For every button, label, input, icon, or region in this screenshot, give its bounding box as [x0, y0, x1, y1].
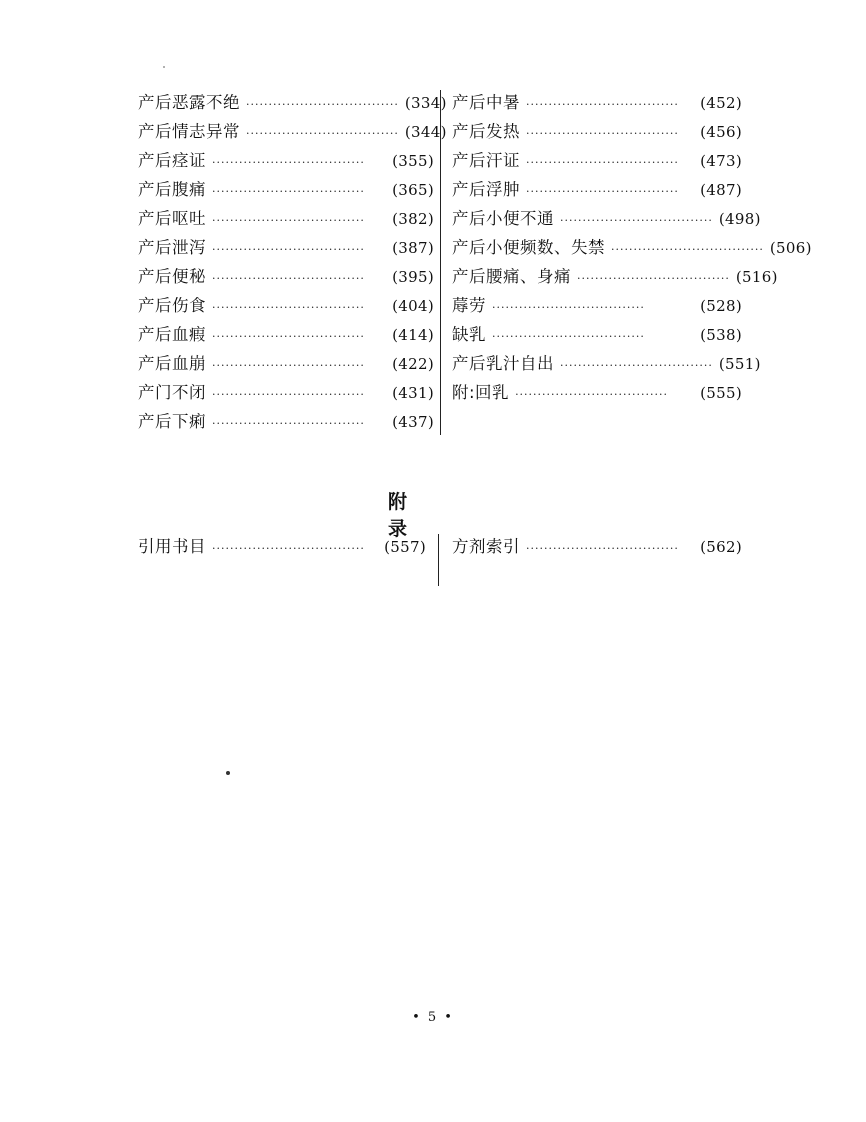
- toc-entry[interactable]: [138, 320, 434, 349]
- entry-title: 产后小便频数、失禁: [452, 238, 605, 257]
- toc-entry[interactable]: [452, 117, 742, 146]
- dot-leader: ··································: [212, 330, 365, 343]
- dot-leader: ··································: [526, 156, 679, 169]
- dot-leader: ··································: [212, 185, 365, 198]
- dot-leader: ··································: [492, 330, 645, 343]
- entry-page: (562): [700, 538, 742, 556]
- entry-page: (528): [700, 297, 742, 315]
- toc-entry[interactable]: [452, 378, 742, 407]
- entry-title: 产后小便不通: [452, 209, 554, 228]
- toc-entry[interactable]: [138, 378, 434, 407]
- entry-title: 产后情志异常: [138, 122, 240, 141]
- entry-title: 产后呕吐: [138, 209, 206, 228]
- entry-title: 产后汗证: [452, 151, 520, 170]
- entry-page: (404): [392, 297, 434, 315]
- entry-title: 产门不闭: [138, 383, 206, 402]
- toc-entry[interactable]: [452, 146, 742, 175]
- dot-leader: ··································: [212, 542, 365, 555]
- dot-leader: ··································: [560, 359, 713, 372]
- entry-page: (437): [392, 413, 434, 431]
- dot-leader: ··································: [246, 127, 399, 140]
- entry-page: (516): [735, 268, 778, 286]
- toc-entry[interactable]: [138, 407, 434, 436]
- appendix-entry-formula-index[interactable]: [452, 532, 742, 561]
- toc-entry[interactable]: [452, 349, 761, 378]
- dot-leader: ··································: [212, 388, 365, 401]
- entry-page: (387): [392, 239, 434, 257]
- toc-right-column: [452, 88, 812, 407]
- toc-left-column: [138, 88, 447, 436]
- entry-title: 产后浮肿: [452, 180, 520, 199]
- dot-leader: ··································: [526, 127, 679, 140]
- toc-entry[interactable]: [452, 88, 742, 117]
- entry-title: 产后痉证: [138, 151, 206, 170]
- entry-title: 产后发热: [452, 122, 520, 141]
- entry-title: 产后乳汁自出: [452, 354, 554, 373]
- toc-entry[interactable]: [138, 204, 434, 233]
- entry-title: 产后中暑: [452, 93, 520, 112]
- dot-leader: ··································: [611, 243, 764, 256]
- scan-speck: [226, 771, 230, 775]
- toc-entry[interactable]: [452, 233, 812, 262]
- entry-title: 产后腰痛、身痛: [452, 267, 571, 286]
- entry-title: 产后恶露不绝: [138, 93, 240, 112]
- dot-leader: ··································: [526, 542, 679, 555]
- entry-page: (498): [718, 210, 761, 228]
- entry-title: 产后血崩: [138, 354, 206, 373]
- entry-page: (487): [700, 181, 742, 199]
- entry-page: (456): [700, 123, 742, 141]
- toc-entry[interactable]: [452, 204, 761, 233]
- entry-page: (344): [404, 123, 447, 141]
- toc-entry[interactable]: [138, 291, 434, 320]
- toc-entry[interactable]: [138, 146, 434, 175]
- toc-entry[interactable]: [452, 320, 742, 349]
- entry-title: 引用书目: [138, 537, 206, 556]
- entry-page: (365): [392, 181, 434, 199]
- toc-entry[interactable]: [138, 262, 434, 291]
- dot-leader: ··································: [212, 272, 365, 285]
- dot-leader: ··································: [577, 272, 730, 285]
- entry-page: (334): [404, 94, 447, 112]
- toc-entry[interactable]: [452, 291, 742, 320]
- dot-leader: ··································: [560, 214, 713, 227]
- toc-entry[interactable]: [138, 175, 434, 204]
- entry-page: (506): [769, 239, 812, 257]
- dot-leader: ··································: [212, 243, 365, 256]
- dot-leader: ··································: [246, 98, 399, 111]
- column-divider: [440, 90, 441, 435]
- entry-page: (431): [392, 384, 434, 402]
- entry-title: 方剂索引: [452, 537, 520, 556]
- entry-page: (452): [700, 94, 742, 112]
- entry-page: (557): [384, 538, 426, 556]
- entry-title: 缺乳: [452, 325, 486, 344]
- entry-page: (422): [392, 355, 434, 373]
- entry-page: (538): [700, 326, 742, 344]
- appendix-heading: 附录: [388, 491, 450, 540]
- entry-page: (355): [392, 152, 434, 170]
- dot-leader: ··································: [212, 359, 365, 372]
- dot-leader: ··································: [212, 156, 365, 169]
- dot-leader: ··································: [526, 185, 679, 198]
- entry-title: 产后血瘕: [138, 325, 206, 344]
- entry-page: (395): [392, 268, 434, 286]
- entry-page: (555): [700, 384, 742, 402]
- scan-speck: [163, 66, 165, 68]
- toc-entry[interactable]: [138, 349, 434, 378]
- toc-entry[interactable]: [452, 175, 742, 204]
- entry-page: (382): [392, 210, 434, 228]
- entry-title: 产后便秘: [138, 267, 206, 286]
- dot-leader: ··································: [212, 301, 365, 314]
- dot-leader: ··································: [212, 417, 365, 430]
- entry-title: 产后伤食: [138, 296, 206, 315]
- entry-title: 蓐劳: [452, 296, 486, 315]
- toc-entry[interactable]: [138, 88, 447, 117]
- appendix-entry-references[interactable]: [138, 532, 426, 561]
- dot-leader: ··································: [526, 98, 679, 111]
- entry-page: (414): [392, 326, 434, 344]
- toc-entry[interactable]: [138, 233, 434, 262]
- page-number: • 5 •: [412, 1010, 454, 1025]
- entry-title: 产后泄泻: [138, 238, 206, 257]
- entry-page: (473): [700, 152, 742, 170]
- entry-title: 产后腹痛: [138, 180, 206, 199]
- toc-entry[interactable]: [452, 262, 778, 291]
- entry-title: 产后下痢: [138, 412, 206, 431]
- entry-page: (551): [718, 355, 761, 373]
- dot-leader: ··································: [492, 301, 645, 314]
- toc-entry[interactable]: [138, 117, 447, 146]
- dot-leader: ··································: [212, 214, 365, 227]
- appendix-divider: [438, 534, 439, 586]
- entry-title: 附:回乳: [452, 383, 510, 402]
- dot-leader: ··································: [515, 388, 668, 401]
